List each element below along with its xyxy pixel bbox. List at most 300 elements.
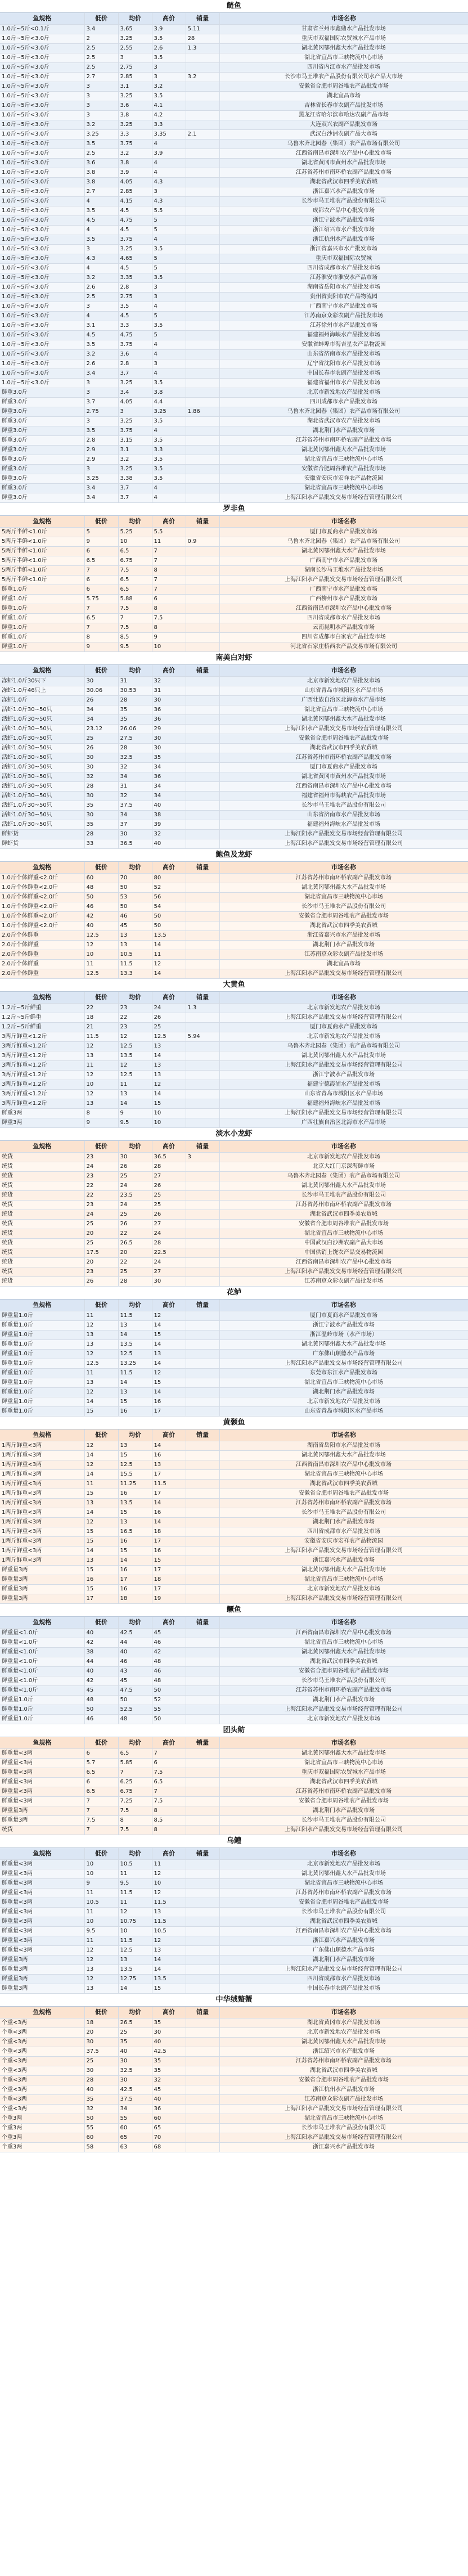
market-cell: 安徽省合肥市周谷堆农产品批发市场 bbox=[219, 1220, 468, 1229]
avg-price-cell: 42.5 bbox=[118, 1629, 152, 1638]
low-price-cell: 4 bbox=[84, 312, 118, 321]
market-cell: 湖北省宜昌市三峡物流中心市场 bbox=[219, 484, 468, 493]
avg-price-cell: 31 bbox=[118, 677, 152, 686]
low-price-cell: 13 bbox=[84, 1965, 118, 1975]
table-row bbox=[0, 197, 468, 206]
avg-price-cell: 50 bbox=[118, 902, 152, 912]
table-row bbox=[0, 321, 468, 331]
column-header: 市场名称 bbox=[219, 862, 468, 874]
table-row bbox=[0, 2057, 468, 2066]
avg-price-cell: 13 bbox=[118, 1441, 152, 1451]
high-price-cell: 3.5 bbox=[152, 436, 186, 446]
avg-price-cell: 48 bbox=[118, 1715, 152, 1724]
low-price-cell: 6 bbox=[84, 1749, 118, 1759]
low-price-cell: 6 bbox=[84, 576, 118, 585]
spec-cell: 鲜重3.0斤 bbox=[0, 484, 84, 493]
spec-cell: 鲜重3.0斤 bbox=[0, 407, 84, 417]
table-row bbox=[0, 388, 468, 398]
avg-price-cell: 32 bbox=[118, 792, 152, 801]
volume-cell: 3.2 bbox=[186, 73, 219, 82]
spec-cell: 1.0斤~5斤<3.0斤 bbox=[0, 350, 84, 359]
high-price-cell: 26 bbox=[152, 1013, 186, 1023]
table-row bbox=[0, 426, 468, 436]
table-row bbox=[0, 1311, 468, 1321]
low-price-cell: 34 bbox=[84, 705, 118, 715]
low-price-cell: 48 bbox=[84, 883, 118, 893]
avg-price-cell: 23 bbox=[118, 1004, 152, 1013]
market-cell: 长沙市马王堆农产品股份有限公司水产品大市场 bbox=[219, 73, 468, 82]
high-price-cell: 14 bbox=[152, 941, 186, 950]
low-price-cell: 2.5 bbox=[84, 293, 118, 302]
high-price-cell: 8.5 bbox=[152, 1816, 186, 1826]
volume-cell bbox=[186, 753, 219, 763]
spec-cell: 5两斤半鲜<1.0斤 bbox=[0, 528, 84, 537]
spec-cell: 1.0斤个体鲜重<2.0斤 bbox=[0, 902, 84, 912]
spec-cell: 1.0斤~5斤<3.0斤 bbox=[0, 178, 84, 187]
market-cell: 湖北省宜昌市三峡物流中心市场 bbox=[219, 1229, 468, 1239]
market-cell: 北京市新发地农产品批发市场 bbox=[219, 1004, 468, 1013]
table-row bbox=[0, 782, 468, 792]
low-price-cell: 40 bbox=[84, 2085, 118, 2095]
volume-cell bbox=[186, 969, 219, 979]
avg-price-cell: 17 bbox=[118, 1575, 152, 1585]
market-cell: 湖北省武汉市四季美农贸城 bbox=[219, 1778, 468, 1787]
volume-cell bbox=[186, 705, 219, 715]
spec-cell: 1.2斤~5斤鲜重 bbox=[0, 1004, 84, 1013]
low-price-cell: 3 bbox=[84, 379, 118, 388]
volume-cell bbox=[186, 1080, 219, 1090]
volume-cell bbox=[186, 642, 219, 652]
volume-cell bbox=[186, 2047, 219, 2057]
spec-cell: 1.0斤个体鲜重<2.0斤 bbox=[0, 912, 84, 921]
spec-cell: 5两斤半鲜<1.0斤 bbox=[0, 566, 84, 576]
avg-price-cell: 11.5 bbox=[118, 960, 152, 969]
column-header: 高价 bbox=[152, 862, 186, 874]
table-row bbox=[0, 53, 468, 63]
volume-cell bbox=[186, 2028, 219, 2038]
volume-cell bbox=[186, 359, 219, 369]
avg-price-cell: 13 bbox=[118, 1321, 152, 1330]
table-row bbox=[0, 912, 468, 921]
high-price-cell: 50 bbox=[152, 921, 186, 931]
column-header: 低价 bbox=[84, 1848, 118, 1860]
volume-cell bbox=[186, 1451, 219, 1460]
volume-cell bbox=[186, 1759, 219, 1768]
spec-cell: 1两斤鲜重<3两 bbox=[0, 1451, 84, 1460]
low-price-cell: 13 bbox=[84, 1330, 118, 1340]
column-header: 高价 bbox=[152, 1737, 186, 1749]
low-price-cell: 6 bbox=[84, 585, 118, 595]
low-price-cell: 7 bbox=[84, 604, 118, 614]
market-cell: 湖北省宜昌市三峡物流中心市场 bbox=[219, 1470, 468, 1480]
low-price-cell: 3.7 bbox=[84, 398, 118, 407]
avg-price-cell: 12 bbox=[118, 1032, 152, 1042]
volume-cell bbox=[186, 2095, 219, 2105]
market-cell: 上海江阳水产品批发交易市场经营管理有限公司 bbox=[219, 1013, 468, 1023]
volume-cell bbox=[186, 950, 219, 960]
avg-price-cell: 3.7 bbox=[118, 369, 152, 379]
market-cell: 长沙市马王堆农产品股份有限公司 bbox=[219, 1676, 468, 1686]
market-cell: 浙江宁波水产品批发市场 bbox=[219, 1071, 468, 1080]
header-row bbox=[0, 665, 468, 677]
spec-cell: 1两斤鲜重<3两 bbox=[0, 1537, 84, 1547]
high-price-cell: 4 bbox=[152, 426, 186, 436]
price-table bbox=[0, 13, 468, 503]
avg-price-cell: 3.75 bbox=[118, 426, 152, 436]
volume-cell bbox=[186, 2057, 219, 2066]
volume-cell bbox=[186, 63, 219, 73]
volume-cell bbox=[186, 1109, 219, 1118]
low-price-cell: 3.4 bbox=[84, 493, 118, 503]
section-title: 花鲈 bbox=[0, 1287, 468, 1300]
volume-cell bbox=[186, 1277, 219, 1287]
volume-cell bbox=[186, 350, 219, 359]
header-row bbox=[0, 1141, 468, 1153]
table-row bbox=[0, 34, 468, 44]
market-cell: 广西南宁市水产品批发市场 bbox=[219, 556, 468, 566]
spec-cell: 个重<3两 bbox=[0, 2095, 84, 2105]
avg-price-cell: 22 bbox=[118, 1258, 152, 1267]
volume-cell bbox=[186, 556, 219, 566]
high-price-cell: 45 bbox=[152, 1629, 186, 1638]
avg-price-cell: 4.15 bbox=[118, 197, 152, 206]
volume-cell bbox=[186, 528, 219, 537]
table-row bbox=[0, 407, 468, 417]
volume-cell bbox=[186, 1860, 219, 1869]
market-cell: 浙江嘉兴水产品批发市场 bbox=[219, 187, 468, 197]
low-price-cell: 30 bbox=[84, 677, 118, 686]
low-price-cell: 2.7 bbox=[84, 73, 118, 82]
low-price-cell: 12 bbox=[84, 1090, 118, 1099]
volume-cell bbox=[186, 1787, 219, 1797]
market-cell: 乌鲁木齐北园春（集团）农产品市场有限公司 bbox=[219, 1172, 468, 1181]
table-row bbox=[0, 187, 468, 197]
avg-price-cell: 6.5 bbox=[118, 547, 152, 556]
low-price-cell: 7 bbox=[84, 566, 118, 576]
table-row bbox=[0, 1239, 468, 1248]
table-row bbox=[0, 273, 468, 283]
avg-price-cell: 7 bbox=[118, 1768, 152, 1778]
avg-price-cell: 10 bbox=[118, 1927, 152, 1936]
spec-cell: 1.0斤个体鲜重<2.0斤 bbox=[0, 893, 84, 902]
column-header: 市场名称 bbox=[219, 1617, 468, 1629]
low-price-cell: 8 bbox=[84, 633, 118, 642]
avg-price-cell: 11.5 bbox=[118, 1936, 152, 1946]
avg-price-cell: 3 bbox=[118, 53, 152, 63]
avg-price-cell: 16 bbox=[118, 1489, 152, 1499]
volume-cell bbox=[186, 312, 219, 321]
volume-cell: 0.9 bbox=[186, 537, 219, 547]
spec-cell: 1.2斤~5斤鲜重 bbox=[0, 1023, 84, 1032]
low-price-cell: 46 bbox=[84, 1715, 118, 1724]
low-price-cell: 4.3 bbox=[84, 254, 118, 264]
avg-price-cell: 43 bbox=[118, 1667, 152, 1676]
low-price-cell: 2.75 bbox=[84, 407, 118, 417]
low-price-cell: 12 bbox=[84, 1441, 118, 1451]
high-price-cell: 3.2 bbox=[152, 82, 186, 92]
low-price-cell: 12.5 bbox=[84, 931, 118, 941]
market-cell: 广东佛山顺德水产品市场 bbox=[219, 1350, 468, 1359]
market-cell: 浙江省嘉兴市水产品批发市场 bbox=[219, 931, 468, 941]
volume-cell bbox=[186, 547, 219, 556]
high-price-cell: 10.5 bbox=[152, 1927, 186, 1936]
low-price-cell: 2.5 bbox=[84, 63, 118, 73]
market-cell: 福建福州海峡水产品批发市场 bbox=[219, 820, 468, 830]
spec-cell: 鲜重量3两 bbox=[0, 1965, 84, 1975]
low-price-cell: 10.5 bbox=[84, 1898, 118, 1908]
low-price-cell: 14 bbox=[84, 1470, 118, 1480]
table-row bbox=[0, 1118, 468, 1128]
table-row bbox=[0, 1676, 468, 1686]
spec-cell: 统货 bbox=[0, 1229, 84, 1239]
high-price-cell: 10 bbox=[152, 1109, 186, 1118]
low-price-cell: 7 bbox=[84, 1826, 118, 1835]
avg-price-cell: 4.5 bbox=[118, 264, 152, 273]
volume-cell bbox=[186, 1705, 219, 1715]
high-price-cell: 11 bbox=[152, 950, 186, 960]
avg-price-cell: 7.5 bbox=[118, 1826, 152, 1835]
high-price-cell: 3.25 bbox=[152, 407, 186, 417]
high-price-cell: 26 bbox=[152, 1181, 186, 1191]
table-row bbox=[0, 744, 468, 753]
market-cell: 四川省成都市白家农产品批发市场 bbox=[219, 633, 468, 642]
low-price-cell: 40 bbox=[84, 921, 118, 931]
market-cell: 上海江阳水产品批发交易市场经营管理有限公司 bbox=[219, 576, 468, 585]
market-cell: 湖北荆门水产品批发市场 bbox=[219, 1388, 468, 1397]
avg-price-cell: 6.75 bbox=[118, 556, 152, 566]
spec-cell: 1两斤鲜重<3两 bbox=[0, 1527, 84, 1537]
table-row bbox=[0, 2076, 468, 2085]
market-cell: 福建福州海峡水产品批发市场 bbox=[219, 331, 468, 340]
table-row bbox=[0, 893, 468, 902]
avg-price-cell: 11 bbox=[118, 1898, 152, 1908]
low-price-cell: 21 bbox=[84, 1023, 118, 1032]
section-title: 大黄鱼 bbox=[0, 979, 468, 992]
market-cell: 浙江省嘉兴市水产批发市场 bbox=[219, 245, 468, 254]
low-price-cell: 11 bbox=[84, 1311, 118, 1321]
table-row bbox=[0, 1248, 468, 1258]
low-price-cell: 15 bbox=[84, 1566, 118, 1575]
table-row bbox=[0, 159, 468, 168]
column-header: 销量 bbox=[186, 992, 219, 1004]
header-row bbox=[0, 13, 468, 25]
high-price-cell: 12 bbox=[152, 1311, 186, 1321]
market-cell: 湖北荆门水产品批发市场 bbox=[219, 426, 468, 436]
table-row bbox=[0, 1806, 468, 1816]
volume-cell: 2.1 bbox=[186, 130, 219, 140]
market-cell: 浙江温岭市场（水产市场） bbox=[219, 1330, 468, 1340]
high-price-cell: 6 bbox=[152, 595, 186, 604]
volume-cell bbox=[186, 960, 219, 969]
avg-price-cell: 63 bbox=[118, 2143, 152, 2152]
table-row bbox=[0, 340, 468, 350]
avg-price-cell: 13.5 bbox=[118, 1051, 152, 1061]
column-header: 均价 bbox=[118, 992, 152, 1004]
avg-price-cell: 27.5 bbox=[118, 734, 152, 744]
spec-cell: 鲜重量<1.0斤 bbox=[0, 1648, 84, 1657]
avg-price-cell: 12.5 bbox=[118, 1071, 152, 1080]
low-price-cell: 50 bbox=[84, 893, 118, 902]
header-row bbox=[0, 2007, 468, 2018]
avg-price-cell: 10.5 bbox=[118, 950, 152, 960]
high-price-cell: 5 bbox=[152, 226, 186, 235]
column-header: 低价 bbox=[84, 665, 118, 677]
price-table bbox=[0, 1141, 468, 1287]
market-cell: 四川省成都市水产品批发市场 bbox=[219, 614, 468, 623]
low-price-cell: 12 bbox=[84, 941, 118, 950]
high-price-cell: 4 bbox=[152, 235, 186, 245]
table-row bbox=[0, 2133, 468, 2143]
market-cell: 江苏淮安市淮安水产品市场 bbox=[219, 273, 468, 283]
section-6 bbox=[0, 1287, 468, 1417]
avg-price-cell: 60 bbox=[118, 2124, 152, 2133]
table-row bbox=[0, 1879, 468, 1889]
avg-price-cell: 12 bbox=[118, 1061, 152, 1071]
market-cell: 长沙市马王堆农产品股份有限公司 bbox=[219, 2124, 468, 2133]
volume-cell bbox=[186, 1118, 219, 1128]
table-row bbox=[0, 1638, 468, 1648]
table-row bbox=[0, 474, 468, 484]
high-price-cell: 14 bbox=[152, 1388, 186, 1397]
table-row bbox=[0, 484, 468, 493]
spec-cell: 鲜重量<3两 bbox=[0, 1768, 84, 1778]
low-price-cell: 28 bbox=[84, 2076, 118, 2085]
spec-cell: 鲜重量<3两 bbox=[0, 1869, 84, 1879]
market-cell: 长沙市马王堆农产品股份有限公司 bbox=[219, 902, 468, 912]
low-price-cell: 46 bbox=[84, 902, 118, 912]
volume-cell bbox=[186, 1816, 219, 1826]
market-cell: 北京市新发地农产品批发市场 bbox=[219, 1397, 468, 1407]
column-header: 市场名称 bbox=[219, 1848, 468, 1860]
avg-price-cell: 6.5 bbox=[118, 576, 152, 585]
market-cell: 上海江阳水产品批发交易市场经营管理有限公司 bbox=[219, 1826, 468, 1835]
avg-price-cell: 25 bbox=[118, 2028, 152, 2038]
spec-cell: 1.0斤~5斤<3.0斤 bbox=[0, 111, 84, 120]
avg-price-cell: 7.5 bbox=[118, 566, 152, 576]
avg-price-cell: 4.05 bbox=[118, 178, 152, 187]
market-cell: 湖北省武汉市四季美农贸城 bbox=[219, 1657, 468, 1667]
market-cell: 乌鲁木齐北园春（集团）农产品市场有限公司 bbox=[219, 1042, 468, 1051]
spec-cell: 个重3两 bbox=[0, 2114, 84, 2124]
avg-price-cell: 26.5 bbox=[118, 1239, 152, 1248]
spec-cell: 1.0斤个体鲜重<2.0斤 bbox=[0, 874, 84, 883]
volume-cell bbox=[186, 1676, 219, 1686]
spec-cell: 鲜重量1.0斤 bbox=[0, 1378, 84, 1388]
column-header: 销量 bbox=[186, 13, 219, 25]
avg-price-cell: 35 bbox=[118, 715, 152, 725]
table-row bbox=[0, 2038, 468, 2047]
table-row bbox=[0, 1013, 468, 1023]
volume-cell: 3 bbox=[186, 1153, 219, 1162]
market-cell: 江苏省苏州市南环桥农副产品批发市场 bbox=[219, 1889, 468, 1898]
table-row bbox=[0, 839, 468, 849]
volume-cell bbox=[186, 696, 219, 705]
avg-price-cell: 3.2 bbox=[118, 455, 152, 465]
table-row bbox=[0, 1768, 468, 1778]
high-price-cell: 14 bbox=[152, 1340, 186, 1350]
volume-cell bbox=[186, 187, 219, 197]
high-price-cell: 4.3 bbox=[152, 197, 186, 206]
low-price-cell: 25 bbox=[84, 2057, 118, 2066]
column-header: 鱼规格 bbox=[0, 665, 84, 677]
table-row bbox=[0, 1004, 468, 1013]
market-cell: 黑龙江省哈尔滨市哈达农副产品市场 bbox=[219, 111, 468, 120]
volume-cell bbox=[186, 1162, 219, 1172]
high-price-cell: 35 bbox=[152, 2057, 186, 2066]
volume-cell bbox=[186, 921, 219, 931]
high-price-cell: 8 bbox=[152, 566, 186, 576]
high-price-cell: 4 bbox=[152, 159, 186, 168]
high-price-cell: 12 bbox=[152, 1369, 186, 1378]
avg-price-cell: 3.25 bbox=[118, 465, 152, 474]
spec-cell: 鲜重3.0斤 bbox=[0, 398, 84, 407]
high-price-cell: 7.5 bbox=[152, 1768, 186, 1778]
table-row bbox=[0, 1359, 468, 1369]
table-row bbox=[0, 1051, 468, 1061]
avg-price-cell: 2.55 bbox=[118, 44, 152, 53]
avg-price-cell: 13 bbox=[118, 941, 152, 950]
avg-price-cell: 2.75 bbox=[118, 293, 152, 302]
market-cell: 湖北黄冈鄂州鑫大水产品批发市场 bbox=[219, 883, 468, 893]
high-price-cell: 5.5 bbox=[152, 206, 186, 216]
avg-price-cell: 3.75 bbox=[118, 235, 152, 245]
column-header: 高价 bbox=[152, 13, 186, 25]
low-price-cell: 3 bbox=[84, 111, 118, 120]
market-cell: 安徽省合肥市周谷堆农产品批发市场 bbox=[219, 1667, 468, 1676]
column-header: 均价 bbox=[118, 1300, 152, 1311]
volume-cell bbox=[186, 1441, 219, 1451]
spec-cell: 3两斤鲜重<1.2斤 bbox=[0, 1042, 84, 1051]
market-cell: 江西省南昌市深圳农产品中心批发市场 bbox=[219, 1460, 468, 1470]
column-header: 鱼规格 bbox=[0, 2007, 84, 2018]
spec-cell: 鲜重量1.0斤 bbox=[0, 1715, 84, 1724]
header-row bbox=[0, 1429, 468, 1441]
spec-cell: 鲜重1.0斤 bbox=[0, 623, 84, 633]
table-row bbox=[0, 168, 468, 178]
column-header: 市场名称 bbox=[219, 13, 468, 25]
volume-cell bbox=[186, 369, 219, 379]
table-row bbox=[0, 1705, 468, 1715]
market-cell: 四川省成都市水产品批发市场 bbox=[219, 264, 468, 273]
market-cell: 长沙市马王堆农产品股份有限公司 bbox=[219, 1816, 468, 1826]
volume-cell bbox=[186, 1090, 219, 1099]
column-header: 高价 bbox=[152, 516, 186, 528]
market-cell: 安徽省合肥市周谷堆农产品批发市场 bbox=[219, 2076, 468, 2085]
high-price-cell: 13.5 bbox=[152, 931, 186, 941]
table-row bbox=[0, 1946, 468, 1955]
avg-price-cell: 3.38 bbox=[118, 474, 152, 484]
table-row bbox=[0, 2105, 468, 2114]
section-8 bbox=[0, 1604, 468, 1724]
table-row bbox=[0, 436, 468, 446]
low-price-cell: 3 bbox=[84, 417, 118, 426]
volume-cell bbox=[186, 1210, 219, 1220]
volume-cell: 1.3 bbox=[186, 1004, 219, 1013]
avg-price-cell: 10 bbox=[118, 537, 152, 547]
market-cell: 武汉白沙洲农副产品大市场 bbox=[219, 130, 468, 140]
table-row bbox=[0, 1759, 468, 1768]
spec-cell: 1.0斤~5斤<3.0斤 bbox=[0, 34, 84, 44]
high-price-cell: 11 bbox=[152, 1860, 186, 1869]
market-cell: 湖北省武汉市农产品批发市场 bbox=[219, 417, 468, 426]
column-header: 高价 bbox=[152, 992, 186, 1004]
volume-cell bbox=[186, 2114, 219, 2124]
avg-price-cell: 26 bbox=[118, 1220, 152, 1229]
spec-cell: 鲜重量<3两 bbox=[0, 1946, 84, 1955]
avg-price-cell: 8.5 bbox=[118, 633, 152, 642]
market-cell: 乌鲁木齐北园春（集团）农产品市场有限公司 bbox=[219, 537, 468, 547]
spec-cell: 1两斤鲜重<3两 bbox=[0, 1480, 84, 1489]
